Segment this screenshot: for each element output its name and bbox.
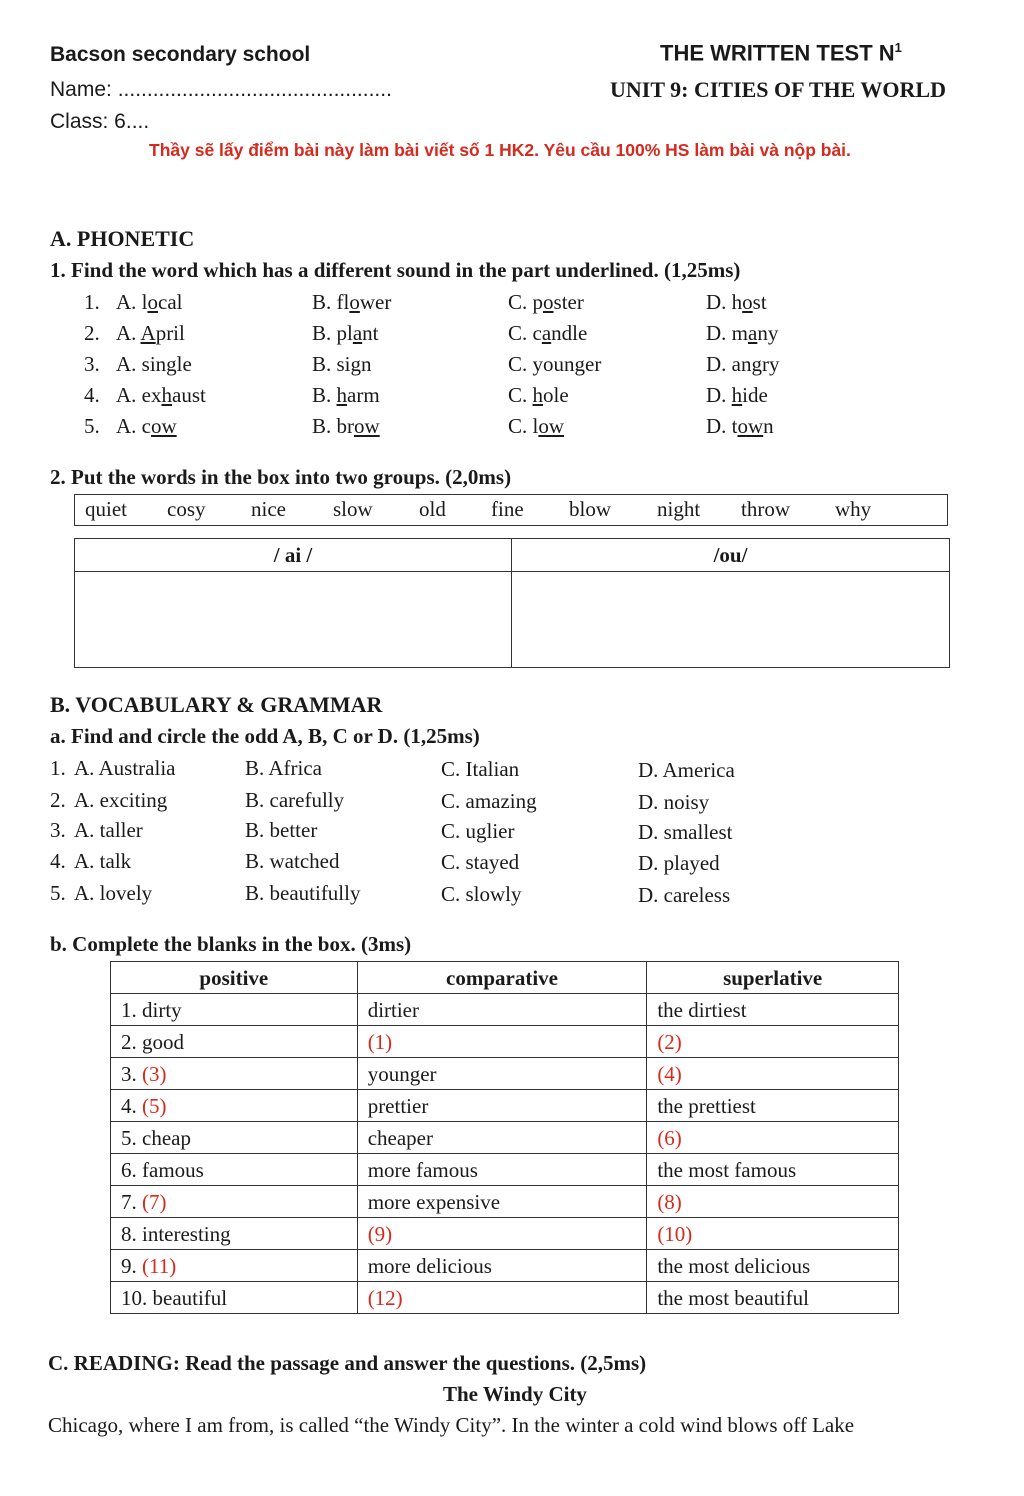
positive-cell: 2. good xyxy=(111,1026,358,1058)
table-row xyxy=(111,1218,899,1250)
vocab-option[interactable]: D. noisy xyxy=(638,790,710,814)
vocab-option[interactable]: D. careless xyxy=(638,883,731,907)
superlative-blank[interactable]: (4) xyxy=(647,1058,899,1090)
superlative-cell: the most delicious xyxy=(647,1250,899,1282)
vocab-option[interactable]: D. smallest xyxy=(638,820,733,844)
word-box xyxy=(74,494,948,526)
comparative-cell: more famous xyxy=(357,1154,647,1186)
vocab-option[interactable]: C. uglier xyxy=(441,819,515,843)
phonetic-option[interactable]: D. many xyxy=(706,321,779,345)
vocab-item-number: 5. xyxy=(50,881,66,905)
vocab-option[interactable]: D. America xyxy=(638,758,735,782)
superlative-cell: the dirtiest xyxy=(647,994,899,1026)
positive-blank[interactable]: 3. (3) xyxy=(111,1058,358,1090)
comparative-cell: more expensive xyxy=(357,1186,647,1218)
vocab-option[interactable]: A. taller xyxy=(74,818,143,842)
superlative-blank[interactable]: (8) xyxy=(647,1186,899,1218)
phonetic-option[interactable]: A. local xyxy=(116,290,183,314)
column-header-ou: /ou/ xyxy=(512,539,950,572)
phonetic-item-number: 2. xyxy=(84,321,100,345)
positive-blank[interactable]: 7. (7) xyxy=(111,1186,358,1218)
unit-title: UNIT 9: CITIES OF THE WORLD xyxy=(610,77,946,102)
positive-cell: 8. interesting xyxy=(111,1218,358,1250)
test-title-superscript: 1 xyxy=(894,40,902,55)
vocab-item-number: 1. xyxy=(50,756,66,780)
vocab-option[interactable]: D. played xyxy=(638,851,720,875)
superlative-cell: the most beautiful xyxy=(647,1282,899,1314)
phonetic-option[interactable]: C. candle xyxy=(508,321,588,345)
vocab-option[interactable]: B. beautifully xyxy=(245,881,361,905)
vocab-option[interactable]: A. exciting xyxy=(74,788,168,812)
positive-cell: 6. famous xyxy=(111,1154,358,1186)
positive-cell: 10. beautiful xyxy=(111,1282,358,1314)
table-row xyxy=(111,994,899,1026)
vocab-option[interactable]: A. Australia xyxy=(74,756,176,780)
phonetic-option[interactable]: C. younger xyxy=(508,352,602,376)
comparative-cell: dirtier xyxy=(357,994,647,1026)
superlative-blank[interactable]: (6) xyxy=(647,1122,899,1154)
vocab-option[interactable]: C. amazing xyxy=(441,789,537,813)
vocab-option[interactable]: B. better xyxy=(245,818,318,842)
comparative-blank[interactable]: (9) xyxy=(357,1218,647,1250)
word-item: quiet xyxy=(85,497,127,521)
vocab-option[interactable]: A. talk xyxy=(74,849,132,873)
phonetic-option[interactable]: D. host xyxy=(706,290,767,314)
section-a-title: A. PHONETIC xyxy=(50,226,195,251)
header-comparative: comparative xyxy=(357,962,647,994)
school-name: Bacson secondary school xyxy=(50,43,311,66)
vocab-item-number: 3. xyxy=(50,818,66,842)
table-row xyxy=(111,1122,899,1154)
word-item: nice xyxy=(251,497,286,521)
phonetic-option[interactable]: B. flower xyxy=(312,290,392,314)
table-row xyxy=(111,1250,899,1282)
header-superlative: superlative xyxy=(647,962,899,994)
phonetic-question-1: 1. Find the word which has a different sound in the part underlined. (1,25ms) xyxy=(50,258,741,282)
vocab-option[interactable]: B. carefully xyxy=(245,788,345,812)
phonetic-item-number: 1. xyxy=(84,290,100,314)
passage-text: Chicago, where I am from, is called “the Windy City”. In the winter a cold wind blows off Lake xyxy=(48,1413,855,1437)
phonetic-item-number: 4. xyxy=(84,383,100,407)
positive-cell: 5. cheap xyxy=(111,1122,358,1154)
vocab-option[interactable]: C. slowly xyxy=(441,882,522,906)
vocab-option[interactable]: C. stayed xyxy=(441,850,520,874)
name-line xyxy=(50,78,392,102)
superlative-cell: the most famous xyxy=(647,1154,899,1186)
phonetic-option[interactable]: B. sign xyxy=(312,352,372,376)
comparative-cell: younger xyxy=(357,1058,647,1090)
comparative-blank[interactable]: (12) xyxy=(357,1282,647,1314)
positive-blank[interactable]: 4. (5) xyxy=(111,1090,358,1122)
phonetic-option[interactable]: C. hole xyxy=(508,383,569,407)
phonetic-option[interactable]: D. town xyxy=(706,414,774,438)
sound-groups-table xyxy=(74,538,950,668)
word-item: slow xyxy=(333,497,373,521)
section-c-title: C. READING: Read the passage and answer the questions. (2,5ms) xyxy=(48,1351,647,1375)
vocab-question-a: a. Find and circle the odd A, B, C or D. (1,25ms) xyxy=(50,724,480,748)
phonetic-item-number: 5. xyxy=(84,414,100,438)
phonetic-option[interactable]: A. cow xyxy=(116,414,177,438)
vocab-option[interactable]: B. Africa xyxy=(245,756,322,780)
answer-cell-ai[interactable] xyxy=(75,572,512,668)
vocab-item-number: 2. xyxy=(50,788,66,812)
name-blank[interactable]: ............................................... xyxy=(117,78,392,101)
phonetic-option[interactable]: C. low xyxy=(508,414,565,438)
word-item: why xyxy=(835,497,872,521)
word-item: old xyxy=(419,497,446,521)
test-title xyxy=(660,40,902,66)
test-title-text: THE WRITTEN TEST N xyxy=(660,40,895,66)
word-item: cosy xyxy=(167,497,206,521)
vocab-option[interactable]: A. lovely xyxy=(74,881,153,905)
comparative-cell: prettier xyxy=(357,1090,647,1122)
table-row xyxy=(111,1090,899,1122)
phonetic-option[interactable]: B. brow xyxy=(312,414,380,438)
table-row xyxy=(111,1282,899,1314)
phonetic-option[interactable]: A. April xyxy=(116,321,185,345)
superlative-blank[interactable]: (2) xyxy=(647,1026,899,1058)
section-b-title: B. VOCABULARY & GRAMMAR xyxy=(50,692,383,717)
header-positive: positive xyxy=(111,962,358,994)
answer-cell-ou[interactable] xyxy=(512,572,950,668)
phonetic-option[interactable]: A. exhaust xyxy=(116,383,206,407)
table-row xyxy=(111,1186,899,1218)
superlative-cell: the prettiest xyxy=(647,1090,899,1122)
word-item: blow xyxy=(569,497,611,521)
phonetic-option[interactable]: B. harm xyxy=(312,383,380,407)
column-header-ai: / ai / xyxy=(75,539,512,572)
phonetic-option[interactable]: A. single xyxy=(116,352,192,376)
positive-blank[interactable]: 9. (11) xyxy=(111,1250,358,1282)
degrees-table xyxy=(110,961,899,1314)
positive-cell: 1. dirty xyxy=(111,994,358,1026)
vocab-item-number: 4. xyxy=(50,849,66,873)
vocab-option[interactable]: C. Italian xyxy=(441,757,520,781)
name-label: Name: xyxy=(50,78,118,101)
vocab-option[interactable]: B. watched xyxy=(245,849,340,873)
word-item: night xyxy=(657,497,701,521)
table-row xyxy=(111,1154,899,1186)
word-item: throw xyxy=(741,497,790,521)
superlative-blank[interactable]: (10) xyxy=(647,1218,899,1250)
word-item: fine xyxy=(491,497,524,521)
table-row xyxy=(111,1026,899,1058)
phonetic-option[interactable]: B. plant xyxy=(312,321,379,345)
teacher-notice: Thầy sẽ lấy điểm bài này làm bài viết số 1 HK2. Yêu cầu 100% HS làm bài và nộp bài. xyxy=(149,140,851,160)
phonetic-item-number: 3. xyxy=(84,352,100,376)
table-row xyxy=(111,1058,899,1090)
passage-title: The Windy City xyxy=(443,1382,587,1406)
phonetic-option[interactable]: D. hide xyxy=(706,383,768,407)
comparative-cell: cheaper xyxy=(357,1122,647,1154)
phonetic-question-2: 2. Put the words in the box into two groups. (2,0ms) xyxy=(50,465,512,489)
class-line: Class: 6.... xyxy=(50,110,150,133)
phonetic-option[interactable]: C. poster xyxy=(508,290,584,314)
phonetic-option[interactable]: D. angry xyxy=(706,352,780,376)
comparative-cell: more delicious xyxy=(357,1250,647,1282)
vocab-question-b: b. Complete the blanks in the box. (3ms) xyxy=(50,932,412,956)
comparative-blank[interactable]: (1) xyxy=(357,1026,647,1058)
